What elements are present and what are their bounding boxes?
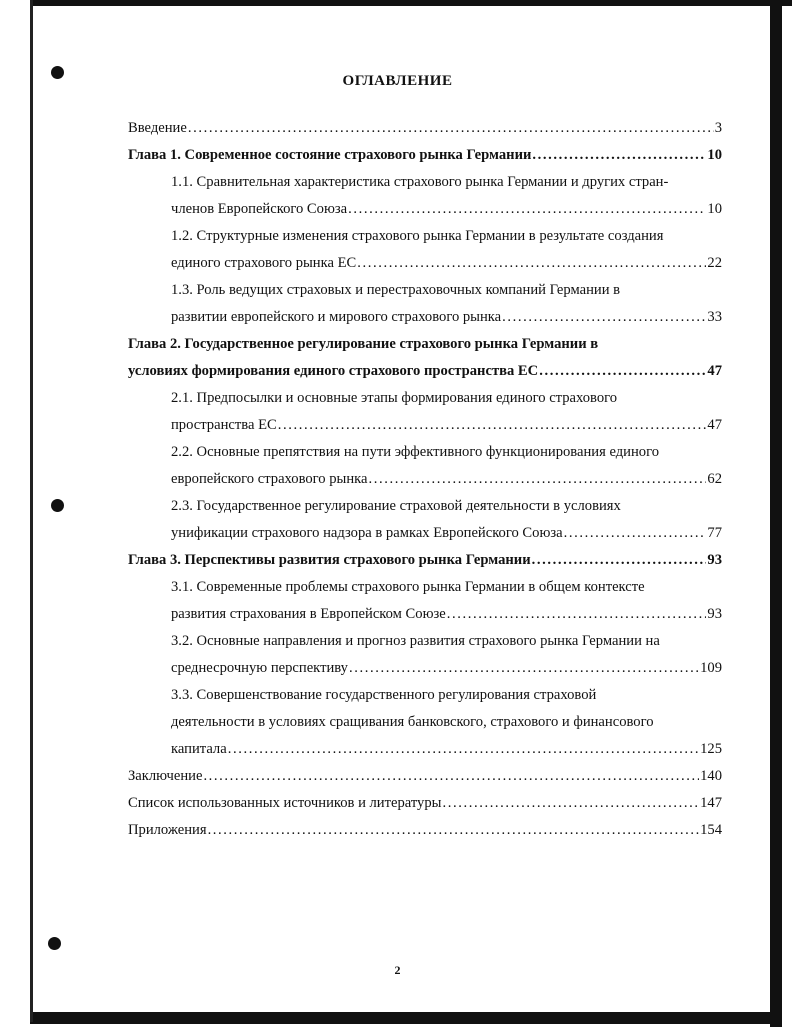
scan-border-top — [30, 0, 792, 6]
dot-leader — [188, 115, 714, 141]
page-title: ОГЛАВЛЕНИЕ — [342, 73, 453, 89]
toc-entry-3-3-line2[interactable]: деятельности в условиях сращивания банковского, страхового и финансового — [171, 714, 654, 730]
toc-entry-chapter-2-line1[interactable]: Глава 2. Государственное регулирование страхового рынка Германии в — [128, 336, 599, 352]
dot-leader — [348, 196, 706, 222]
dot-leader — [278, 412, 707, 438]
page-number: 2 — [394, 963, 401, 977]
toc-entry-2-2-line1[interactable]: 2.2. Основные препятствия на пути эффективного функционирования единого — [171, 444, 660, 460]
toc-entry-conclusion[interactable]: Заключение ..... 140 — [128, 763, 722, 789]
dot-leader — [502, 304, 706, 330]
toc-entry-2-2-line2[interactable]: европейского страхового рынка ..... 62 — [171, 466, 722, 492]
scan-border-bottom — [30, 1012, 782, 1024]
dot-leader — [532, 547, 707, 573]
toc-entry-1-3-line2[interactable]: развитии европейского и мирового страхового рынка ..... 33 — [171, 304, 722, 330]
toc-entry-1-1-line2[interactable]: членов Европейского Союза ..... 10 — [171, 196, 722, 222]
toc-entry-3-2-line1[interactable]: 3.2. Основные направления и прогноз развития страхового рынка Германии на — [171, 633, 660, 649]
toc-entry-chapter-1[interactable]: Глава 1. Современное состояние страхового рынка Германии ..... 10 — [128, 142, 722, 168]
dot-leader — [539, 358, 706, 384]
dot-leader — [442, 790, 699, 816]
dot-leader — [369, 466, 707, 492]
toc-entry-3-2-line2[interactable]: среднесрочную перспективу ..... 109 — [171, 655, 722, 681]
dot-leader — [228, 736, 699, 762]
punch-hole — [51, 499, 64, 512]
punch-hole — [48, 937, 61, 950]
toc-entry-sources[interactable]: Список использованных источников и литературы ..... 147 — [128, 790, 722, 816]
toc-entry-1-1-line1[interactable]: 1.1. Сравнительная характеристика страхового рынка Германии и других стран- — [171, 174, 669, 190]
dot-leader — [357, 250, 706, 276]
toc-entry-1-2-line1[interactable]: 1.2. Структурные изменения страхового рынка Германии в результате создания — [171, 228, 664, 244]
toc-entry-1-2-line2[interactable]: единого страхового рынка ЕС ..... 22 — [171, 250, 722, 276]
dot-leader — [208, 817, 700, 843]
toc-entry-2-3-line2[interactable]: унификации страхового надзора в рамках Европейского Союза ..... 77 — [171, 520, 722, 546]
toc-entry-chapter-2-line2[interactable]: условиях формирования единого страхового пространства ЕС ..... 47 — [128, 358, 722, 384]
dot-leader — [203, 763, 699, 789]
toc-entry-3-1-line2[interactable]: развития страхования в Европейском Союзе ..... 93 — [171, 601, 722, 627]
toc-entry-intro[interactable]: Введение ..... 3 — [128, 115, 722, 141]
toc-entry-chapter-3[interactable]: Глава 3. Перспективы развития страхового рынка Германии ..... 93 — [128, 547, 722, 573]
scan-border-right — [770, 0, 782, 1027]
dot-leader — [447, 601, 707, 627]
toc-entry-3-3-line3[interactable]: капитала ..... 125 — [171, 736, 722, 762]
toc-entry-appendix[interactable]: Приложения ..... 154 — [128, 817, 722, 843]
toc-entry-2-3-line1[interactable]: 2.3. Государственное регулирование страховой деятельности в условиях — [171, 498, 621, 514]
toc-entry-2-1-line1[interactable]: 2.1. Предпосылки и основные этапы формирования единого страхового — [171, 390, 618, 406]
dot-leader — [564, 520, 707, 546]
toc-entry-3-1-line1[interactable]: 3.1. Современные проблемы страхового рынка Германии в общем контексте — [171, 579, 645, 595]
toc-entry-3-3-line1[interactable]: 3.3. Совершенствование государственного регулирования страховой — [171, 687, 597, 703]
toc-entry-1-3-line1[interactable]: 1.3. Роль ведущих страховых и перестраховочных компаний Германии в — [171, 282, 621, 298]
toc-entry-2-1-line2[interactable]: пространства ЕС ..... 47 — [171, 412, 722, 438]
scan-border-left — [30, 0, 33, 1022]
dot-leader — [532, 142, 706, 168]
dot-leader — [349, 655, 699, 681]
